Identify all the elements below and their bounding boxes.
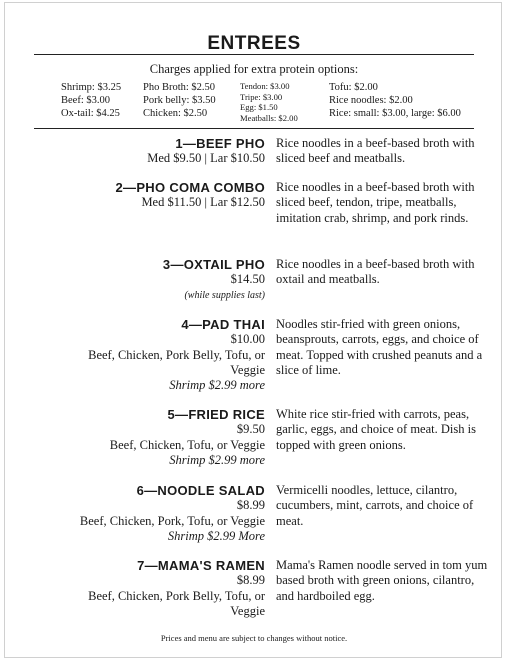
entree-availability-note: (while supplies last): [184, 289, 265, 301]
footer-notice: Prices and menu are subject to changes without notice.: [160, 633, 348, 643]
top-divider: [34, 54, 474, 55]
entree-options: Veggie: [230, 603, 265, 618]
charge-item: Tripe: $3.00: [240, 91, 283, 102]
entree-description: Mama's Ramen noodle served in tom yum based broth with green onions, cilantro, and hardboiled egg.: [276, 558, 488, 603]
entree-description: White rice stir-fried with carrots, peas, garlic, eggs, and choice of meat. Dish is topped with green onions.: [276, 407, 476, 452]
charges-column-1: [61, 81, 121, 120]
entree-left: [88, 558, 265, 619]
entree-description: Rice noodles in a beef-based broth with sliced beef, tendon, tripe, meatballs, imitation crab, shrimp, and pork rinds.: [276, 180, 475, 225]
entree-price: $10.00: [230, 332, 265, 347]
entree-extra: Shrimp $2.99 More: [167, 528, 265, 543]
entree-extra: Shrimp $2.99 more: [169, 378, 265, 393]
entree-price: $8.99: [236, 573, 265, 588]
charges-divider: [34, 128, 474, 129]
charge-item: Beef: $3.00: [61, 95, 110, 106]
entree-name: 5—FRIED RICE: [167, 407, 265, 422]
charges-column-4: [329, 81, 461, 120]
entree-name: 2—PHO COMA COMBO: [115, 180, 265, 195]
entree-left: [80, 483, 265, 544]
charge-item: Tofu: $2.00: [329, 82, 378, 93]
charge-item: Tendon: $3.00: [240, 81, 290, 91]
entree-left: [116, 180, 266, 211]
entree-price: $8.99: [236, 498, 265, 513]
entree-options: Beef, Chicken, Pork, Tofu, or Veggie: [79, 513, 265, 528]
charge-item: Meatballs: $2.00: [240, 112, 298, 123]
entree-extra: Shrimp $2.99 more: [169, 452, 265, 467]
entree-name: 6—NOODLE SALAD: [136, 483, 265, 498]
entree-description: Noodles stir-fried with green onions, beansprouts, carrots, eggs, and choice of meat. Topped with crushed peanuts and a slice of lime.: [276, 317, 483, 377]
entree-price: $14.50: [230, 272, 265, 287]
entree-price: Med $9.50 | Lar $10.50: [147, 151, 265, 166]
entree-name: 1—BEEF PHO: [175, 136, 265, 151]
entree-price: $9.50: [236, 422, 265, 437]
entree-left: [147, 136, 265, 167]
charge-item: Rice noodles: $2.00: [329, 95, 413, 106]
charge-item: Pork belly: $3.50: [143, 95, 216, 106]
entree-name: 4—PAD THAI: [181, 317, 265, 332]
charge-item: Egg: $1.50: [240, 102, 278, 112]
entree-description: Vermicelli noodles, lettuce, cilantro, cucumbers, mint, carrots, and choice of meat.: [276, 483, 474, 528]
entree-description: Rice noodles in a beef-based broth with sliced beef and meatballs.: [276, 136, 475, 166]
charges-column-2: [143, 81, 216, 120]
entree-options: Beef, Chicken, Tofu, or Veggie: [109, 437, 265, 452]
charges-heading: Charges applied for extra protein options:: [149, 62, 359, 76]
charge-item: Pho Broth: $2.50: [143, 82, 216, 93]
entree-left: [88, 317, 265, 393]
entree-options: Beef, Chicken, Pork Belly, Tofu, or: [88, 347, 265, 362]
charge-item: Rice: small: $3.00, large: $6.00: [329, 108, 461, 119]
charge-item: Chicken: $2.50: [143, 108, 208, 119]
entree-price: Med $11.50 | Lar $12.50: [141, 195, 265, 210]
entree-name: 3—OXTAIL PHO: [162, 257, 265, 272]
charge-item: Shrimp: $3.25: [61, 82, 122, 93]
entree-left: [110, 407, 265, 468]
entree-options: Veggie: [230, 362, 265, 377]
entree-description: Rice noodles in a beef-based broth with oxtail and meatballs.: [276, 257, 475, 287]
entree-left: [163, 257, 265, 303]
entree-name: 7—MAMA'S RAMEN: [137, 558, 265, 573]
page-title: ENTREES: [207, 33, 301, 54]
entree-options: Beef, Chicken, Pork Belly, Tofu, or: [88, 588, 265, 603]
charge-item: Ox-tail: $4.25: [61, 108, 120, 119]
charges-column-3: [240, 81, 298, 123]
